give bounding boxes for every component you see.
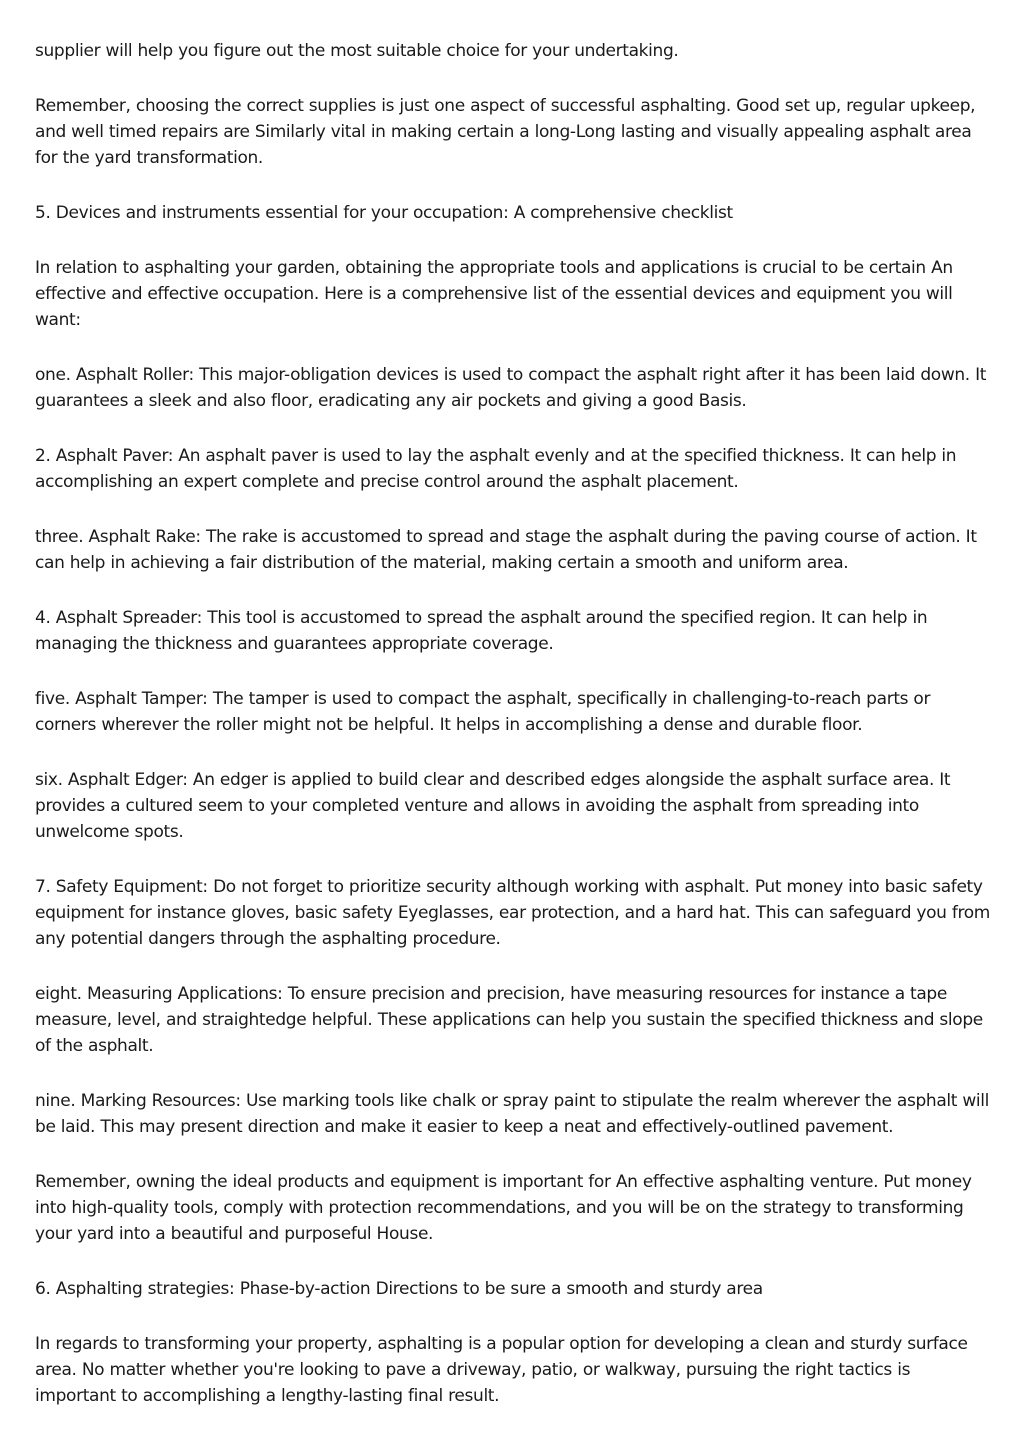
list-item-measuring-applications: eight. Measuring Applications: To ensure precision and precision, have measuring resources for instance a tape measure, level, and straightedge helpful. These applications can help you sustain the specified thickness and slope of the asphalt. [35,984,983,1056]
paragraph-tools-intro: In relation to asphalting your garden, obtaining the appropriate tools and applications is crucial to be certain An effective and effective occupation. Here is a comprehensive list of the essential devices and equipment you will want: [35,258,953,330]
list-item-safety-equipment: 7. Safety Equipment: Do not forget to prioritize security although working with asphalt. Put money into basic safety equipment for instance gloves, basic safety Eyeglasses, ear protection, and a hard hat. This can safeguard you from any potential dangers through the asphalting procedure. [35,877,991,949]
list-item-marking-resources: nine. Marking Resources: Use marking tools like chalk or spray paint to stipulate the realm wherever the asphalt will be laid. This may present direction and make it easier to keep a neat and effectively-outlined pavement. [35,1091,989,1137]
list-item-asphalt-tamper: five. Asphalt Tamper: The tamper is used to compact the asphalt, specifically in challenging-to-reach parts or corners wherever the roller might not be helpful. It helps in accomplishing a dense and durable floor. [35,689,931,735]
list-item-asphalt-spreader: 4. Asphalt Spreader: This tool is accustomed to spread the asphalt around the specified region. It can help in managing the thickness and guarantees appropriate coverage. [35,608,928,654]
paragraph-strategies-intro: In regards to transforming your property, asphalting is a popular option for developing a clean and sturdy surface area. No matter whether you're looking to pave a driveway, patio, or walkway, pursuing the right tactics is important to accomplishing a lengthy-lasting final result. [35,1334,968,1406]
paragraph-remember-supplies: Remember, choosing the correct supplies is just one aspect of successful asphalting. Good set up, regular upkeep, and well timed repairs are Similarly vital in making certain a long-Long lasting and visually appealing asphalt area for the yard transformation. [35,96,976,168]
paragraph-supplier-intro: supplier will help you figure out the most suitable choice for your undertaking. [35,41,679,61]
list-item-asphalt-roller: one. Asphalt Roller: This major-obligation devices is used to compact the asphalt right after it has been laid down. It guarantees a sleek and also floor, eradicating any air pockets and giving a good Basis. [35,365,987,411]
paragraph-remember-equipment: Remember, owning the ideal products and equipment is important for An effective asphalting venture. Put money into high-quality tools, comply with protection recommendations, and you will be on the strategy to transforming your yard into a beautiful and purposeful House. [35,1172,972,1244]
section-heading-strategies: 6. Asphalting strategies: Phase-by-action Directions to be sure a smooth and sturdy area [35,1279,763,1299]
list-item-asphalt-rake: three. Asphalt Rake: The rake is accustomed to spread and stage the asphalt during the paving course of action. It can help in achieving a fair distribution of the material, making certain a smooth and uniform area. [35,527,977,573]
document-body [35,38,995,1409]
section-heading-devices: 5. Devices and instruments essential for your occupation: A comprehensive checklist [35,203,733,223]
list-item-asphalt-paver: 2. Asphalt Paver: An asphalt paver is used to lay the asphalt evenly and at the specified thickness. It can help in accomplishing an expert complete and precise control around the asphalt placement. [35,446,957,492]
list-item-asphalt-edger: six. Asphalt Edger: An edger is applied to build clear and described edges alongside the asphalt surface area. It provides a cultured seem to your completed venture and allows in avoiding the asphalt from spreading into unwelcome spots. [35,770,951,842]
